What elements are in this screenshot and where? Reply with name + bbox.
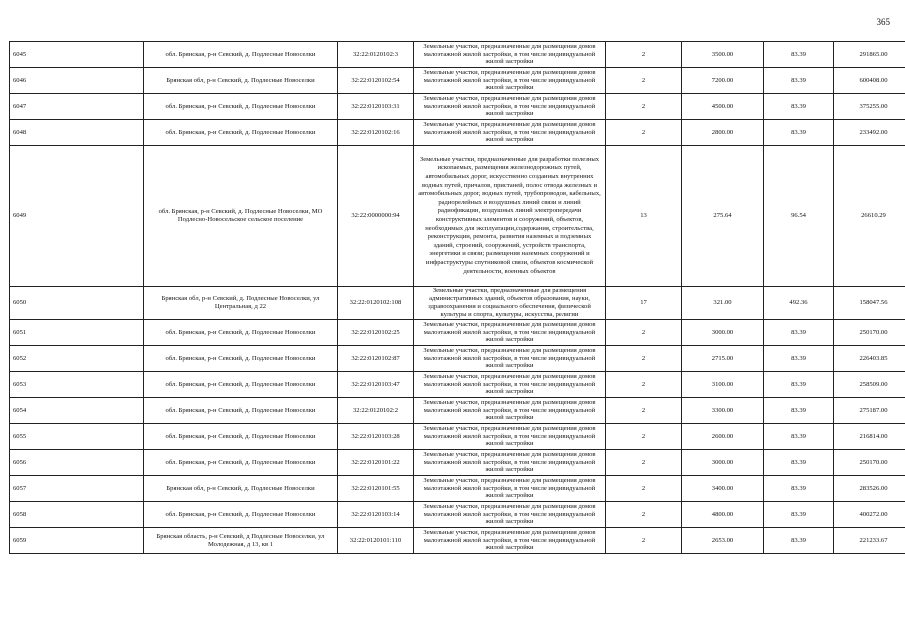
land-use-cell: Земельные участки, предназначенные для размещения домов малоэтажной жилой застройки, в том числе индивидуальной жилой застройки [414, 94, 606, 120]
specific-value-cell: 83.39 [764, 398, 834, 424]
table-row [10, 320, 905, 346]
table-row [10, 94, 905, 120]
table-row [10, 346, 905, 372]
address-cell: обл. Брянская, р-н Севский, д. Подлесные Новоселки [144, 424, 338, 450]
area-cell: 7200.00 [682, 68, 764, 94]
cadastral-number-cell: 32:22:0000000:94 [338, 146, 414, 287]
group-number-cell: 2 [606, 476, 682, 502]
cadastral-number-cell: 32:22:0120102:3 [338, 42, 414, 68]
group-number-cell: 2 [606, 372, 682, 398]
area-cell: 2715.00 [682, 346, 764, 372]
table-row [10, 528, 905, 554]
specific-value-cell: 83.39 [764, 120, 834, 146]
cadastral-number-cell: 32:22:0120102:108 [338, 287, 414, 320]
land-use-cell: Земельные участки, предназначенные для размещения домов малоэтажной жилой застройки, в том числе индивидуальной жилой застройки [414, 424, 606, 450]
row-number: 6051 [10, 320, 144, 346]
specific-value-cell: 492.36 [764, 287, 834, 320]
land-use-cell: Земельные участки, предназначенные для размещения домов малоэтажной жилой застройки, в том числе индивидуальной жилой застройки [414, 372, 606, 398]
area-cell: 2600.00 [682, 424, 764, 450]
table-row [10, 502, 905, 528]
area-cell: 2800.00 [682, 120, 764, 146]
row-number: 6052 [10, 346, 144, 372]
cadastral-value-cell: 283526.00 [834, 476, 905, 502]
row-number: 6057 [10, 476, 144, 502]
table-row [10, 424, 905, 450]
address-cell: обл. Брянская, р-н Севский, д. Подлесные Новоселки [144, 120, 338, 146]
land-use-cell: Земельные участки, предназначенные для размещения домов малоэтажной жилой застройки, в том числе индивидуальной жилой застройки [414, 320, 606, 346]
cadastral-number-cell: 32:22:0120103:28 [338, 424, 414, 450]
row-number: 6055 [10, 424, 144, 450]
land-use-cell: Земельные участки, предназначенные для размещения домов малоэтажной жилой застройки, в том числе индивидуальной жилой застройки [414, 42, 606, 68]
land-use-cell: Земельные участки, предназначенные для размещения административных зданий, объектов образования, науки, здравоохранения и социального обеспечения, физической культуры и спорта, культуры, искусства, религии [414, 287, 606, 320]
cadastral-number-cell: 32:22:0120102:16 [338, 120, 414, 146]
address-cell: обл. Брянская, р-н Севский, д. Подлесные Новоселки [144, 42, 338, 68]
area-cell: 3100.00 [682, 372, 764, 398]
land-use-cell: Земельные участки, предназначенные для размещения домов малоэтажной жилой застройки, в том числе индивидуальной жилой застройки [414, 120, 606, 146]
land-use-cell: Земельные участки, предназначенные для размещения домов малоэтажной жилой застройки, в том числе индивидуальной жилой застройки [414, 476, 606, 502]
group-number-cell: 2 [606, 120, 682, 146]
group-number-cell: 2 [606, 42, 682, 68]
group-number-cell: 13 [606, 146, 682, 287]
address-cell: обл. Брянская, р-н Севский, д. Подлесные Новоселки [144, 94, 338, 120]
table-row [10, 42, 905, 68]
cadastral-value-table [9, 41, 905, 554]
specific-value-cell: 83.39 [764, 372, 834, 398]
cadastral-value-cell: 233492.00 [834, 120, 905, 146]
area-cell: 2653.00 [682, 528, 764, 554]
row-number: 6049 [10, 146, 144, 287]
cadastral-value-cell: 275187.00 [834, 398, 905, 424]
area-cell: 3000.00 [682, 320, 764, 346]
land-use-cell: Земельные участки, предназначенные для размещения домов малоэтажной жилой застройки, в том числе индивидуальной жилой застройки [414, 346, 606, 372]
row-number: 6056 [10, 450, 144, 476]
row-number: 6048 [10, 120, 144, 146]
address-cell: Брянская обл, р-н Севский, д. Подлесные Новоселки [144, 68, 338, 94]
land-use-cell: Земельные участки, предназначенные для размещения домов малоэтажной жилой застройки, в том числе индивидуальной жилой застройки [414, 528, 606, 554]
specific-value-cell: 83.39 [764, 476, 834, 502]
cadastral-number-cell: 32:22:0120103:14 [338, 502, 414, 528]
cadastral-number-cell: 32:22:0120102:87 [338, 346, 414, 372]
cadastral-number-cell: 32:22:0120102:54 [338, 68, 414, 94]
group-number-cell: 2 [606, 450, 682, 476]
page-number: 365 [876, 17, 890, 27]
cadastral-value-cell: 375255.00 [834, 94, 905, 120]
group-number-cell: 2 [606, 94, 682, 120]
table-row [10, 120, 905, 146]
specific-value-cell: 83.39 [764, 424, 834, 450]
table-row [10, 398, 905, 424]
cadastral-number-cell: 32:22:0120103:47 [338, 372, 414, 398]
area-cell: 275.64 [682, 146, 764, 287]
cadastral-value-cell: 400272.00 [834, 502, 905, 528]
cadastral-value-cell: 158047.56 [834, 287, 905, 320]
address-cell: обл. Брянская, р-н Севский, д. Подлесные Новоселки [144, 502, 338, 528]
row-number: 6054 [10, 398, 144, 424]
group-number-cell: 2 [606, 502, 682, 528]
address-cell: обл. Брянская, р-н Севский, д. Подлесные Новоселки, МО Подлесно-Новосельское сельское поселение [144, 146, 338, 287]
cadastral-value-cell: 250170.00 [834, 450, 905, 476]
row-number: 6047 [10, 94, 144, 120]
cadastral-value-cell: 221233.67 [834, 528, 905, 554]
address-cell: обл. Брянская, р-н Севский, д. Подлесные Новоселки [144, 372, 338, 398]
group-number-cell: 2 [606, 68, 682, 94]
group-number-cell: 2 [606, 528, 682, 554]
area-cell: 4500.00 [682, 94, 764, 120]
group-number-cell: 2 [606, 320, 682, 346]
area-cell: 3300.00 [682, 398, 764, 424]
table-row [10, 287, 905, 320]
specific-value-cell: 83.39 [764, 68, 834, 94]
address-cell: обл. Брянская, р-н Севский, д. Подлесные Новоселки [144, 450, 338, 476]
group-number-cell: 2 [606, 424, 682, 450]
group-number-cell: 2 [606, 398, 682, 424]
address-cell: Брянская обл, р-н Севский, д. Подлесные Новоселки [144, 476, 338, 502]
row-number: 6053 [10, 372, 144, 398]
land-use-cell: Земельные участки, предназначенные для разработки полезных ископаемых, размещения железнодорожных путей, автомобильных дорог, искусственно созданных внутренних водных путей, причалов, пристаней, полос отвода железных и автомобильных дорог, водных путей, трубопроводов, кабельных, радиорелейных и воздушных линий связи и линий радиофикации, воздушных линий электропередачи конструктивных элементов и сооружений, объектов, необходимых для эксплуатации,содержания, строительства, реконструкции, ремонта, развития наземных и подземных зданий, строений, сооружений, устройств транспорта, энергетики и связи; размещения наземных сооружений и инфраструктуры спутниковой связи, объектов космической деятельности, военных объектов [414, 146, 606, 287]
group-number-cell: 17 [606, 287, 682, 320]
table-row [10, 450, 905, 476]
specific-value-cell: 83.39 [764, 528, 834, 554]
cadastral-value-cell: 216814.00 [834, 424, 905, 450]
row-number: 6059 [10, 528, 144, 554]
table-row [10, 372, 905, 398]
area-cell: 3500.00 [682, 42, 764, 68]
area-cell: 4800.00 [682, 502, 764, 528]
table-row [10, 146, 905, 287]
cadastral-number-cell: 32:22:0120102:25 [338, 320, 414, 346]
cadastral-value-cell: 600408.00 [834, 68, 905, 94]
address-cell: обл. Брянская, р-н Севский, д. Подлесные Новоселки [144, 398, 338, 424]
specific-value-cell: 83.39 [764, 42, 834, 68]
row-number: 6045 [10, 42, 144, 68]
table-row [10, 68, 905, 94]
specific-value-cell: 83.39 [764, 346, 834, 372]
cadastral-value-cell: 291865.00 [834, 42, 905, 68]
cadastral-number-cell: 32:22:0120101:110 [338, 528, 414, 554]
land-use-cell: Земельные участки, предназначенные для размещения домов малоэтажной жилой застройки, в том числе индивидуальной жилой застройки [414, 502, 606, 528]
specific-value-cell: 83.39 [764, 502, 834, 528]
address-cell: Брянская область, р-н Севский, д Подлесные Новоселки, ул Молодежная, д 13, кв 1 [144, 528, 338, 554]
land-use-cell: Земельные участки, предназначенные для размещения домов малоэтажной жилой застройки, в том числе индивидуальной жилой застройки [414, 68, 606, 94]
cadastral-value-cell: 226403.85 [834, 346, 905, 372]
cadastral-value-cell: 250170.00 [834, 320, 905, 346]
table-row [10, 476, 905, 502]
cadastral-value-cell: 26610.29 [834, 146, 905, 287]
land-use-cell: Земельные участки, предназначенные для размещения домов малоэтажной жилой застройки, в том числе индивидуальной жилой застройки [414, 450, 606, 476]
row-number: 6058 [10, 502, 144, 528]
cadastral-number-cell: 32:22:0120102:2 [338, 398, 414, 424]
specific-value-cell: 83.39 [764, 320, 834, 346]
cadastral-number-cell: 32:22:0120101:22 [338, 450, 414, 476]
area-cell: 3000.00 [682, 450, 764, 476]
cadastral-number-cell: 32:22:0120101:55 [338, 476, 414, 502]
row-number: 6046 [10, 68, 144, 94]
specific-value-cell: 96.54 [764, 146, 834, 287]
address-cell: обл. Брянская, р-н Севский, д. Подлесные Новоселки [144, 320, 338, 346]
specific-value-cell: 83.39 [764, 94, 834, 120]
specific-value-cell: 83.39 [764, 450, 834, 476]
area-cell: 3400.00 [682, 476, 764, 502]
land-use-cell: Земельные участки, предназначенные для размещения домов малоэтажной жилой застройки, в том числе индивидуальной жилой застройки [414, 398, 606, 424]
cadastral-value-cell: 258509.00 [834, 372, 905, 398]
row-number: 6050 [10, 287, 144, 320]
cadastral-number-cell: 32:22:0120103:31 [338, 94, 414, 120]
address-cell: Брянская обл, р-н Севский, д. Подлесные Новоселки, ул Центральная, д 22 [144, 287, 338, 320]
table-body [10, 42, 905, 554]
area-cell: 321.00 [682, 287, 764, 320]
address-cell: обл. Брянская, р-н Севский, д. Подлесные Новоселки [144, 346, 338, 372]
group-number-cell: 2 [606, 346, 682, 372]
